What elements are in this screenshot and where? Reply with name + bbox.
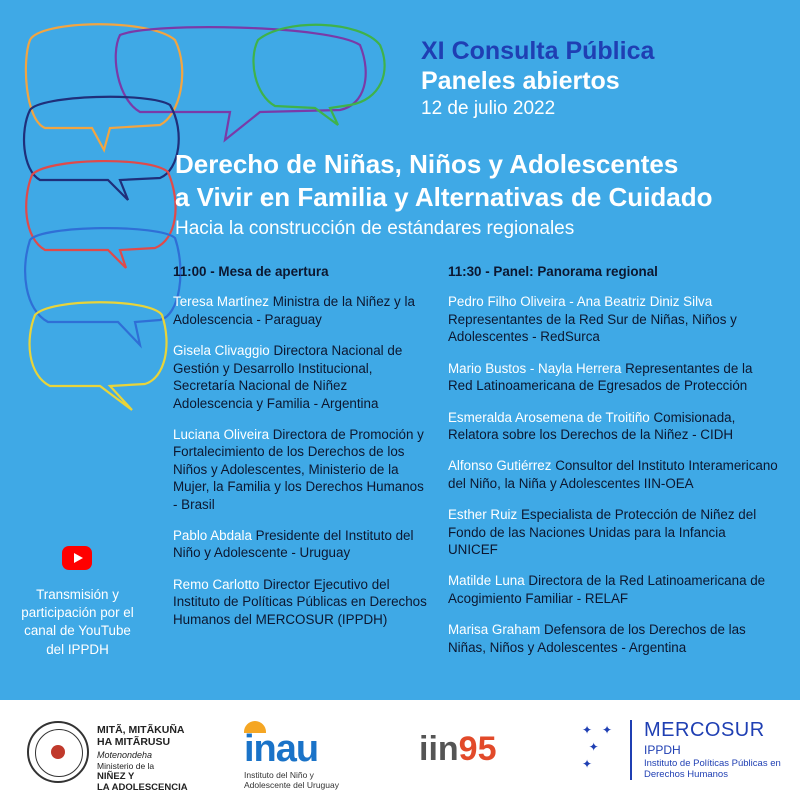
bubble-blue — [25, 228, 180, 345]
paraguay-line: NIÑEZ Y — [97, 770, 135, 782]
speaker-item — [448, 506, 778, 558]
paraguay-seal-icon — [27, 721, 89, 783]
opening-table-column — [173, 263, 428, 642]
speaker-item — [448, 360, 778, 395]
paraguay-ministry-guarani: Motenondeha — [97, 750, 153, 760]
speaker-name: Esmeralda Arosemena de Troitiño — [448, 409, 650, 425]
speaker-role: Director Ejecutivo del Instituto de Políticas Públicas en Derechos Humanos del MERCOSUR (IPPDH) — [173, 576, 427, 627]
speaker-item — [448, 572, 778, 607]
speaker-role: Directora de la Red Latinoamericana de Acogimiento Familiar - RELAF — [448, 573, 766, 606]
speaker-name: Pablo Abdala — [173, 528, 252, 544]
opening-table-heading: 11:00 - Mesa de apertura — [173, 264, 329, 279]
speaker-item — [173, 342, 428, 412]
speaker-name: Luciana Oliveira — [173, 426, 270, 442]
inau-caption-line: Instituto del Niño y — [244, 770, 314, 780]
speaker-role: Directora de Promoción y Fortalecimiento de los Derechos de los Niños y Adolescentes, Ministerio de la Mujer, la Familia y los Derechos Humanos - Brasil — [173, 426, 424, 512]
speaker-item — [173, 293, 428, 328]
speaker-role: Comisionada, Relatora sobre los Derechos de la Niñez - CIDH — [448, 409, 736, 442]
inau-logo: inau — [244, 728, 319, 770]
mercosur-divider — [630, 720, 632, 780]
mercosur-subtitle: IPPDH — [644, 743, 681, 757]
speaker-item — [448, 409, 778, 444]
speaker-name: Marisa Graham — [448, 622, 541, 638]
speaker-item — [173, 576, 428, 628]
speaker-name: Remo Carlotto — [173, 576, 260, 592]
regional-panel-heading: 11:30 - Panel: Panorama regional — [448, 264, 658, 279]
speaker-item — [173, 426, 428, 513]
paraguay-line: MITÃ, MITÃKUÑA — [97, 724, 185, 736]
bubble-yellow — [30, 302, 167, 410]
speaker-role: Ministra de la Niñez y la Adolescencia - Paraguay — [173, 294, 415, 327]
mercosur-title: MERCOSUR — [644, 719, 765, 741]
iin-logo-text: iin — [419, 730, 459, 768]
regional-panel-column — [448, 263, 778, 670]
paraguay-line: HA MITÃRUSU — [97, 736, 171, 749]
main-title-line1: Derecho de Niñas, Niños y Adolescentes — [175, 149, 679, 179]
speaker-role: Representantes de la Red Sur de Niñas, Niños y Adolescentes - RedSurca — [448, 311, 737, 345]
main-title — [175, 148, 785, 214]
speaker-name: Gisela Clivaggio — [173, 343, 270, 359]
speaker-name: Esther Ruiz — [448, 507, 518, 523]
event-date: 12 de julio 2022 — [421, 98, 556, 119]
speaker-name: Mario Bustos - Nayla Herrera — [448, 360, 622, 376]
main-subtitle: Hacia la construcción de estándares regionales — [175, 218, 575, 239]
inau-caption — [244, 770, 339, 790]
speaker-item — [448, 621, 778, 656]
bubble-orange — [26, 24, 182, 150]
bubble-purple — [116, 27, 366, 140]
speaker-role: Presidente del Instituto del Niño y Adolescente - Uruguay — [173, 528, 414, 561]
bubble-red — [26, 161, 175, 268]
speaker-name: Pedro Filho Oliveira - Ana Beatriz Diniz Silva — [448, 294, 713, 310]
event-title: XI Consulta Pública — [421, 37, 655, 65]
speaker-name: Alfonso Gutiérrez — [448, 458, 552, 474]
youtube-icon[interactable] — [62, 546, 92, 570]
speaker-role: Directora Nacional de Gestión y Desarrollo Institucional, Secretaría Nacional de Niñez Adolescencia y Familia - Argentina — [173, 343, 403, 411]
paraguay-line: Ministerio de la — [97, 761, 155, 771]
youtube-stream-text: Transmisión y participación por el canal de YouTube del IPPDH — [21, 587, 134, 657]
paraguay-ministry-name — [97, 762, 188, 794]
main-title-line2: a Vivir en Familia y Alternativas de Cuidado — [175, 181, 713, 212]
speaker-role: Especialista de Protección de Niñez del Fondo de las Naciones Unidas para la Infancia UNICEF — [448, 507, 757, 558]
southern-cross-icon: ✦ ✦ ✦ ✦ — [582, 723, 613, 771]
speaker-item — [448, 457, 778, 492]
speaker-item — [448, 293, 778, 345]
speaker-name: Matilde Luna — [448, 573, 525, 589]
speaker-role: Consultor del Instituto Interamericano del Niño, la Niña y Adolescentes IIN-OEA — [448, 458, 778, 491]
iin-logo-number: 95 — [458, 730, 497, 768]
paraguay-line: LA ADOLESCENCIA — [97, 781, 188, 793]
paraguay-ministry-title — [97, 724, 185, 748]
mercosur-caption: Instituto de Políticas Públicas en Derechos Humanos — [644, 758, 781, 781]
event-header — [421, 38, 654, 120]
speaker-role: Defensora de los Derechos de las Niñas, Niños y Adolescentes - Argentina — [448, 622, 746, 655]
speaker-item — [173, 527, 428, 562]
inau-caption-line: Adolescente del Uruguay — [244, 780, 339, 791]
speaker-name: Teresa Martínez — [173, 294, 270, 310]
speaker-role: Representantes de la Red Latinoamericana de Egresados de Protección — [448, 360, 753, 394]
event-subtitle: Paneles abiertos — [421, 66, 620, 95]
iin-logo — [419, 730, 497, 769]
